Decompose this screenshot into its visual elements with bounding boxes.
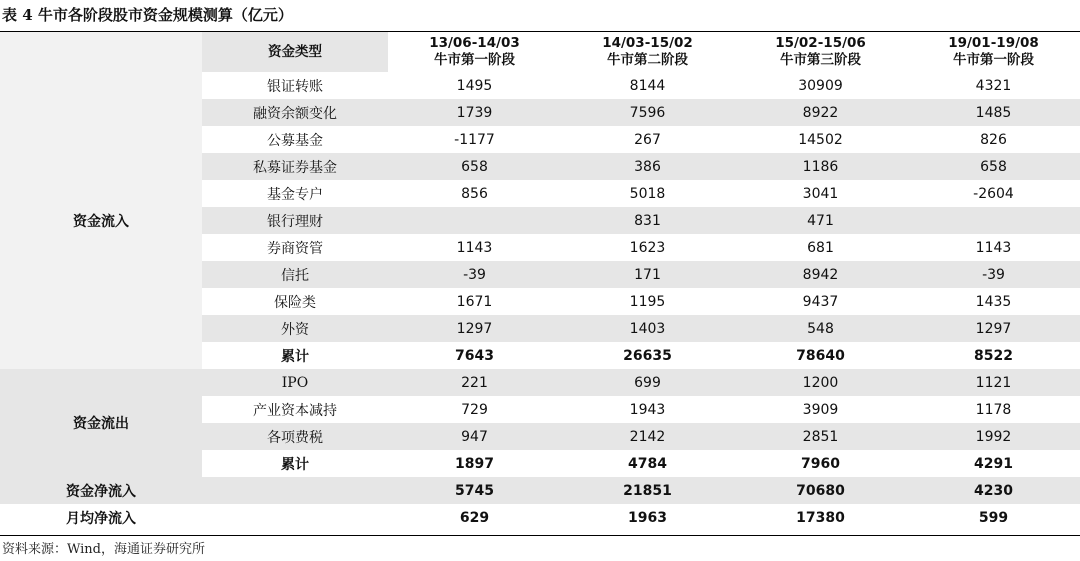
header-col-4 xyxy=(907,32,1080,72)
header-stage: 牛市第三阶段 xyxy=(780,52,861,68)
row-label: 保险类 xyxy=(202,288,388,315)
cell-value: 1403 xyxy=(561,315,734,342)
cell-value: 9437 xyxy=(734,288,907,315)
cell-value: 4230 xyxy=(907,477,1080,504)
cell-value: 1992 xyxy=(907,423,1080,450)
cell-value: 947 xyxy=(388,423,561,450)
cell-value: 1485 xyxy=(907,99,1080,126)
cell-value: 267 xyxy=(561,126,734,153)
header-stage: 牛市第二阶段 xyxy=(607,52,688,68)
cell-value: 548 xyxy=(734,315,907,342)
cell-value: 26635 xyxy=(561,342,734,369)
header-period: 15/02-15/06 xyxy=(775,35,866,51)
header-col-1 xyxy=(388,32,561,72)
cell-value: 658 xyxy=(907,153,1080,180)
header-period: 19/01-19/08 xyxy=(948,35,1039,51)
row-label: 银行理财 xyxy=(202,207,388,234)
cell-value xyxy=(907,207,1080,234)
cell-value: 1195 xyxy=(561,288,734,315)
table-row xyxy=(0,369,1080,396)
row-label: 月均净流入 xyxy=(0,504,202,531)
monthly-row xyxy=(0,504,1080,531)
header-stage: 牛市第一阶段 xyxy=(953,52,1034,68)
group-label: 资金流入 xyxy=(0,72,202,369)
cell-value: 8522 xyxy=(907,342,1080,369)
cell-value: 599 xyxy=(907,504,1080,531)
row-label: 产业资本减持 xyxy=(202,396,388,423)
row-label: 基金专户 xyxy=(202,180,388,207)
group-label: 资金流出 xyxy=(0,369,202,477)
cell-value: -39 xyxy=(388,261,561,288)
cell-value: -2604 xyxy=(907,180,1080,207)
header-row xyxy=(0,32,1080,72)
cell-value: 221 xyxy=(388,369,561,396)
cell-value: 3041 xyxy=(734,180,907,207)
cell-value: 729 xyxy=(388,396,561,423)
cell-value: 856 xyxy=(388,180,561,207)
cell-value xyxy=(388,207,561,234)
cell-value: 2851 xyxy=(734,423,907,450)
cell-value: 4784 xyxy=(561,450,734,477)
header-period: 14/03-15/02 xyxy=(602,35,693,51)
row-label: 银证转账 xyxy=(202,72,388,99)
cell-value: 4321 xyxy=(907,72,1080,99)
header-stage: 牛市第一阶段 xyxy=(434,52,515,68)
cell-value: 1186 xyxy=(734,153,907,180)
cell-value: 2142 xyxy=(561,423,734,450)
row-label: 私募证券基金 xyxy=(202,153,388,180)
header-type-label: 资金类型 xyxy=(202,32,388,72)
source-note: 资料来源：Wind，海通证券研究所 xyxy=(2,542,205,557)
cell-value: 1143 xyxy=(907,234,1080,261)
cell-value: 8922 xyxy=(734,99,907,126)
cell-value: 78640 xyxy=(734,342,907,369)
header-col-2 xyxy=(561,32,734,72)
table-title: 表 4 牛市各阶段股市资金规模测算（亿元） xyxy=(2,6,293,24)
cell-value: 658 xyxy=(388,153,561,180)
cell-value: 826 xyxy=(907,126,1080,153)
row-label: IPO xyxy=(202,369,388,396)
blank-cell xyxy=(202,504,388,531)
row-label: 累计 xyxy=(202,450,388,477)
row-label: 外资 xyxy=(202,315,388,342)
cell-value: 629 xyxy=(388,504,561,531)
row-label: 各项费税 xyxy=(202,423,388,450)
bottom-rule xyxy=(0,535,1080,536)
header-blank xyxy=(0,32,202,72)
cell-value: 1297 xyxy=(388,315,561,342)
cell-value: 1671 xyxy=(388,288,561,315)
table-row xyxy=(0,72,1080,99)
cell-value: 1963 xyxy=(561,504,734,531)
cell-value: 5018 xyxy=(561,180,734,207)
cell-value: 1623 xyxy=(561,234,734,261)
header-col-3 xyxy=(734,32,907,72)
cell-value: 14502 xyxy=(734,126,907,153)
cell-value: 1739 xyxy=(388,99,561,126)
row-label: 公募基金 xyxy=(202,126,388,153)
cell-value: -1177 xyxy=(388,126,561,153)
cell-value: 30909 xyxy=(734,72,907,99)
cell-value: -39 xyxy=(907,261,1080,288)
cell-value: 1200 xyxy=(734,369,907,396)
cell-value: 8144 xyxy=(561,72,734,99)
cell-value: 681 xyxy=(734,234,907,261)
cell-value: 1943 xyxy=(561,396,734,423)
fund-scale-table xyxy=(0,32,1080,531)
row-label: 累计 xyxy=(202,342,388,369)
row-label: 融资余额变化 xyxy=(202,99,388,126)
cell-value: 7596 xyxy=(561,99,734,126)
cell-value: 1121 xyxy=(907,369,1080,396)
row-label: 资金净流入 xyxy=(0,477,202,504)
row-label: 信托 xyxy=(202,261,388,288)
cell-value: 471 xyxy=(734,207,907,234)
cell-value: 699 xyxy=(561,369,734,396)
cell-value: 1178 xyxy=(907,396,1080,423)
net-row xyxy=(0,477,1080,504)
cell-value: 7643 xyxy=(388,342,561,369)
cell-value: 4291 xyxy=(907,450,1080,477)
cell-value: 1897 xyxy=(388,450,561,477)
blank-cell xyxy=(202,477,388,504)
row-label: 券商资管 xyxy=(202,234,388,261)
cell-value: 21851 xyxy=(561,477,734,504)
header-period: 13/06-14/03 xyxy=(429,35,520,51)
cell-value: 8942 xyxy=(734,261,907,288)
cell-value: 3909 xyxy=(734,396,907,423)
cell-value: 171 xyxy=(561,261,734,288)
cell-value: 831 xyxy=(561,207,734,234)
cell-value: 386 xyxy=(561,153,734,180)
cell-value: 1435 xyxy=(907,288,1080,315)
cell-value: 7960 xyxy=(734,450,907,477)
cell-value: 70680 xyxy=(734,477,907,504)
cell-value: 1297 xyxy=(907,315,1080,342)
cell-value: 17380 xyxy=(734,504,907,531)
cell-value: 5745 xyxy=(388,477,561,504)
cell-value: 1143 xyxy=(388,234,561,261)
cell-value: 1495 xyxy=(388,72,561,99)
